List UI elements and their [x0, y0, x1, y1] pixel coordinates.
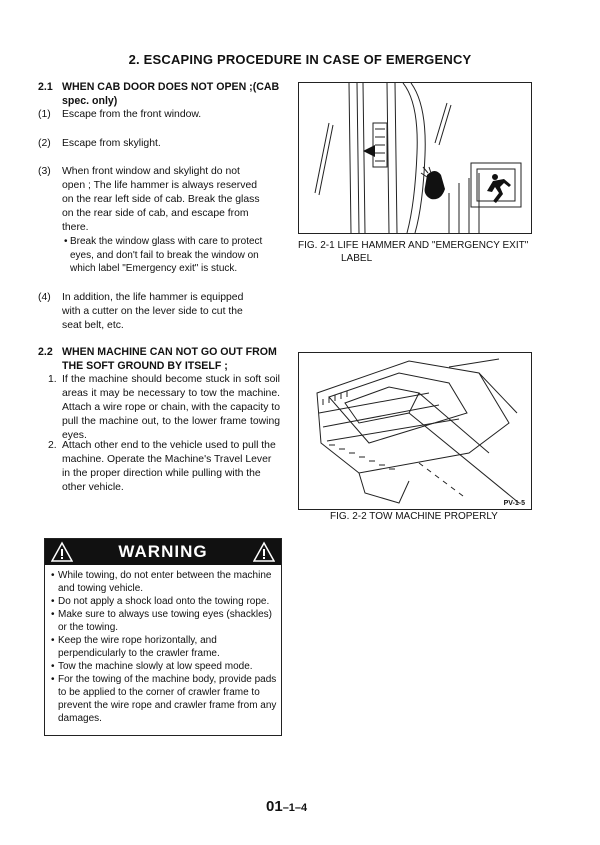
section-heading-2-2	[38, 345, 298, 374]
item-number: 2.	[48, 440, 57, 451]
warning-header	[45, 539, 281, 565]
item-number: (3)	[38, 166, 51, 177]
item-number: (1)	[38, 109, 51, 120]
item-number: (2)	[38, 138, 51, 149]
list-item	[38, 165, 286, 235]
arrow-icon	[363, 145, 375, 157]
item-text: When front window and skylight do not open ; The life hammer is always reserved on the rear left side of cab. Break the glass on the rear side of cab, and escape from there.	[62, 166, 260, 234]
life-hammer-illustration	[299, 83, 531, 233]
section-heading-line1: WHEN CAB DOOR DOES NOT OPEN ;(CAB	[62, 81, 280, 93]
section-heading-line2: THE SOFT GROUND BY ITSELF ;	[62, 360, 228, 373]
figure-life-hammer	[298, 82, 532, 234]
bullet-mark: •	[64, 236, 68, 247]
warning-item: • While towing, do not enter between the machine and towing vehicle.	[51, 570, 272, 594]
warning-item: • Do not apply a shock load onto the towing rope.	[51, 596, 270, 607]
warning-title: WARNING	[118, 542, 208, 561]
figure-tow-machine	[298, 352, 532, 510]
figure-caption-2-2: FIG. 2-2 TOW MACHINE PROPERLY	[330, 511, 498, 522]
bullet-text: Break the window glass with care to protect eyes, and don't fail to break the window on which label "Emergency exit" is stuck.	[70, 236, 263, 274]
caption-line1: FIG. 2-1 LIFE HAMMER AND "EMERGENCY EXIT"	[298, 240, 529, 251]
section-heading-line2: spec. only)	[62, 95, 118, 108]
section-heading-2-1	[38, 80, 288, 109]
warning-box	[44, 538, 282, 736]
warning-item: • For the towing of the machine body, provide pads to be applied to the corner of crawler frame to prevent the wire rope and crawler frame from any damages.	[51, 674, 277, 724]
section-number: 2.1	[38, 81, 53, 93]
section-number: 2.2	[38, 346, 53, 358]
list-item	[38, 137, 288, 151]
figure-caption-2-1	[298, 239, 558, 265]
note-bullet	[64, 235, 278, 276]
warning-item: • Make sure to always use towing eyes (shackles) or the towing.	[51, 609, 272, 633]
warning-item: • Keep the wire rope horizontally, and perpendicularly to the crawler frame.	[51, 635, 220, 659]
caption-line2: LABEL	[341, 253, 373, 264]
list-item	[48, 373, 280, 443]
item-text: Attach other end to the vehicle used to pull the machine. Operate the Machine's Travel Lever in the proper direction while pulling with the other vehicle.	[62, 440, 276, 494]
list-item	[48, 439, 280, 495]
page-title: 2. ESCAPING PROCEDURE IN CASE OF EMERGENCY	[128, 52, 472, 67]
list-item	[38, 291, 288, 333]
item-number: 1.	[48, 374, 57, 385]
warning-item: • Tow the machine slowly at low speed mode.	[51, 661, 253, 672]
page-number-sub: –1–4	[282, 802, 308, 814]
section-heading-line1: WHEN MACHINE CAN NOT GO OUT FROM	[62, 346, 277, 358]
figure-code: PV-1-5	[503, 500, 525, 507]
list-item	[38, 108, 288, 122]
warning-list	[51, 569, 277, 725]
page-number	[266, 797, 307, 817]
warning-triangle-icon	[253, 541, 275, 563]
item-number: (4)	[38, 292, 51, 303]
item-text: Escape from skylight.	[62, 138, 161, 149]
tow-machine-illustration	[299, 353, 531, 509]
item-text: Escape from the front window.	[62, 109, 202, 120]
item-text: In addition, the life hammer is equipped with a cutter on the lever side to cut the seat belt, etc.	[62, 292, 244, 332]
page-number-main: 01	[266, 798, 283, 815]
item-text: If the machine should become stuck in soft soil areas it may be necessary to tow the machine. Attach a wire rope or chain, with the capacity to pull the machine out, to the lower frame towing eyes.	[62, 374, 280, 442]
